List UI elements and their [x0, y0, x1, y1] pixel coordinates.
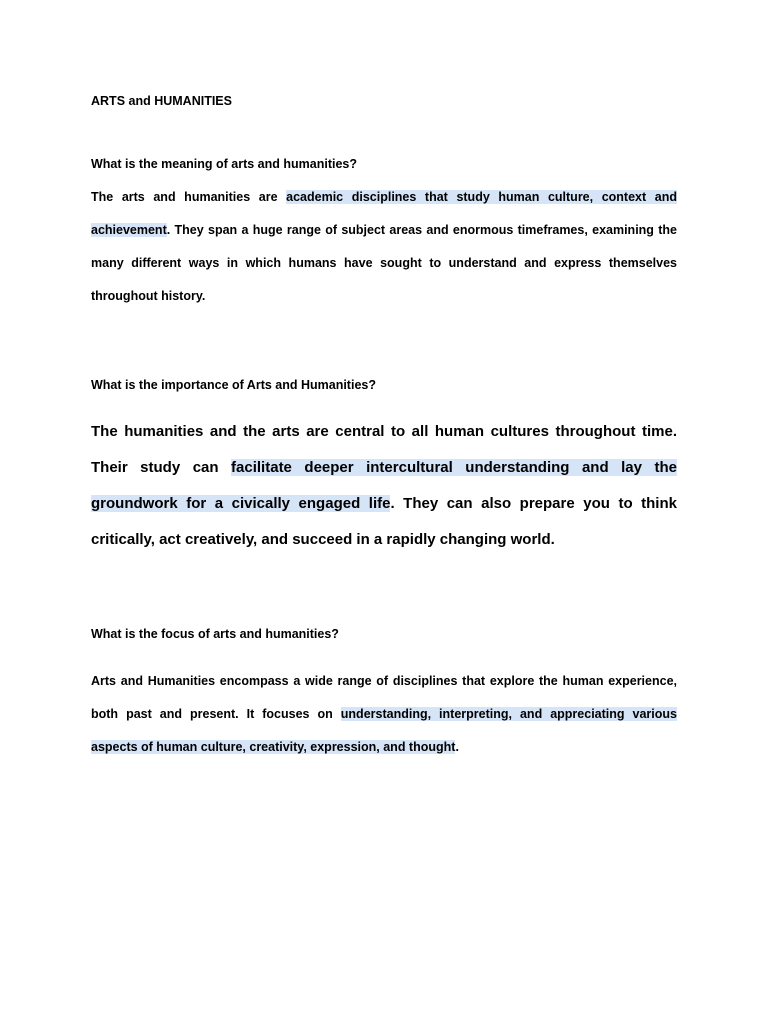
paragraph-text: . They span a huge range of subject areas and enormous timeframes, examining the many different ways in which humans have sought to understand and express themselves throughout history. — [91, 223, 677, 303]
paragraph-text: Arts and Humanities encompass a wide range of disciplines that explore the human experience, both past and present. It focuses on — [91, 674, 677, 721]
highlighted-text: understanding, interpreting, and appreciating various aspects of human culture, creativity, expression, and thought — [91, 707, 677, 754]
highlighted-text: academic disciplines that study human culture, context and achievement — [91, 190, 677, 237]
section-heading-importance: What is the importance of Arts and Humanities? — [91, 378, 376, 392]
section-heading-meaning: What is the meaning of arts and humanities? — [91, 157, 358, 171]
paragraph-text: The arts and humanities are — [91, 190, 287, 204]
section-paragraph-focus — [91, 665, 677, 764]
paragraph-text: . They can also prepare you to think critically, act creatively, and succeed in a rapidly changing world. — [91, 495, 677, 548]
section-paragraph-importance — [91, 414, 677, 558]
paragraph-text: . — [455, 740, 459, 754]
paragraph-text: The humanities and the arts are central to all human cultures throughout time. Their study can — [91, 423, 677, 476]
section-paragraph-meaning — [91, 181, 677, 313]
section-heading-focus: What is the focus of arts and humanities? — [91, 627, 339, 641]
document-title: ARTS and HUMANITIES — [91, 94, 232, 108]
highlighted-text: facilitate deeper intercultural understanding and lay the groundwork for a civically engaged life — [91, 459, 677, 512]
